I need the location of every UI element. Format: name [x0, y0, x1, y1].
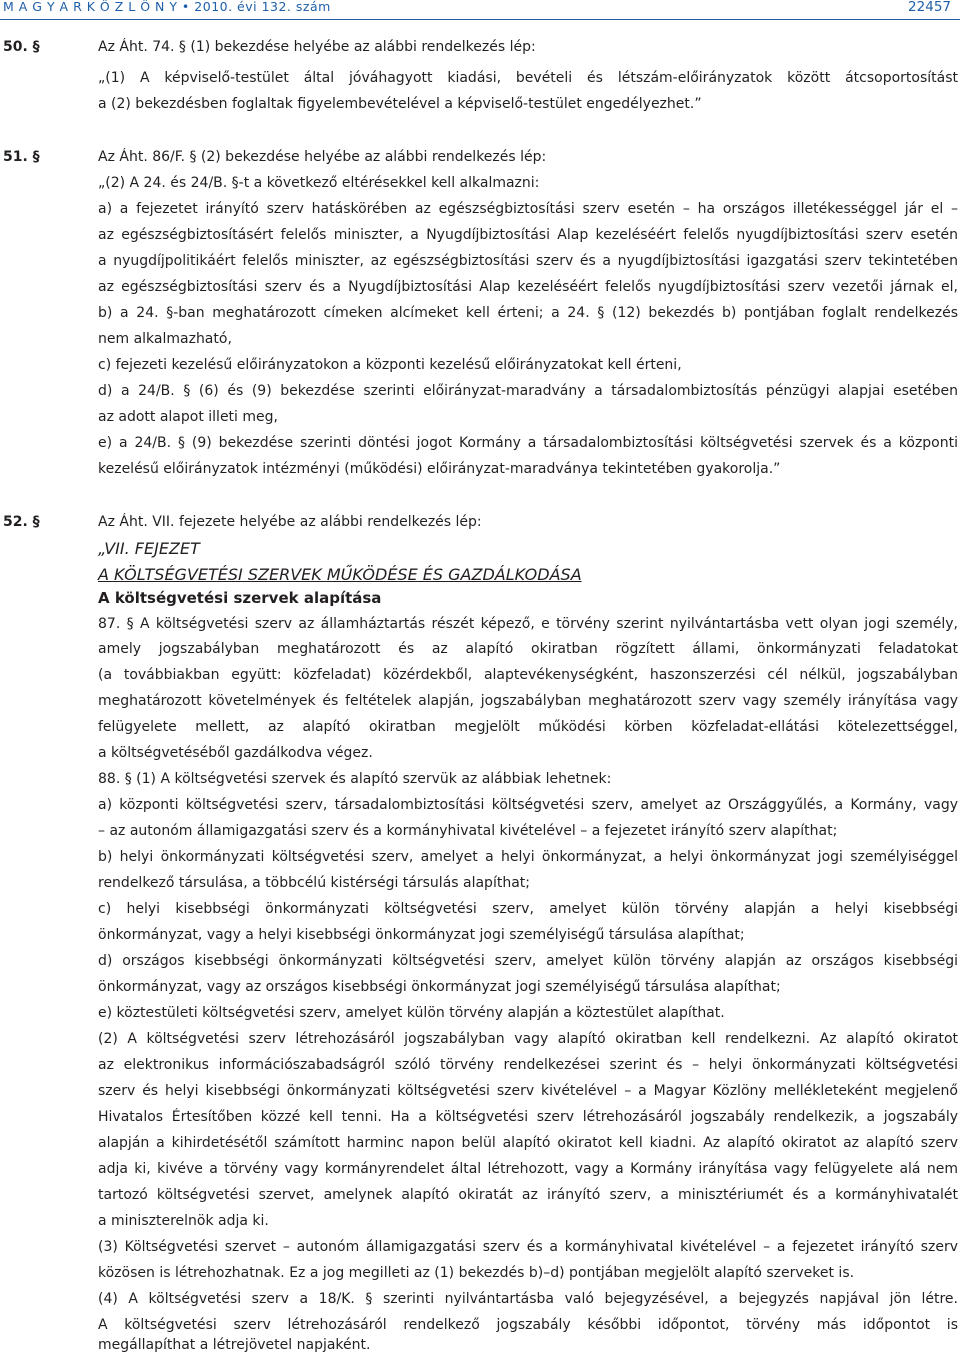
section-51-line-1: Az Áht. 86/F. § (2) bekezdése helyébe az alábbi rendelkezés lép:	[98, 149, 547, 165]
section-50-line-3: a (2) bekezdésben foglaltak figyelembevételével a képviselő-testület engedélyezhet.”	[98, 96, 702, 112]
section-51-line-12: e) a 24/B. § (9) bekezdése szerinti döntési jogot Kormány a társadalombiztosítási költségvetési szervek és a központi	[98, 435, 958, 451]
section-52-intro: Az Áht. VII. fejezete helyébe az alábbi rendelkezés lép:	[98, 514, 482, 530]
section-52-line-28: A költségvetési szerv létrehozásáról rendelkező jogszabály későbbi időpontot, törvény más időpontot is	[98, 1317, 958, 1333]
section-52-line-18: az elektronikus információszabadságról szóló törvény rendelkezései szerint és – helyi önkormányzati költségvetési	[98, 1057, 958, 1073]
section-52-line-14: d) országos kisebbségi önkormányzati költségvetési szerv, amelyet külön törvény alapján az országos kisebbségi	[98, 953, 958, 969]
page-number: 22457	[908, 0, 951, 15]
section-52-line-10: b) helyi önkormányzati költségvetési szerv, amelyet a helyi önkormányzat, a helyi önkormányzat jogi személyiséggel	[98, 849, 958, 865]
page-header	[0, 0, 960, 18]
section-number-52: 52. §	[3, 514, 40, 530]
section-51-line-6: az egészségbiztosítási szerv és a Nyugdíjbiztosítási Alap kezeléséért felelős nyugdíjbiztosítási szerv vezetői járnak el,	[98, 279, 958, 295]
section-52-line-23: tartozó költségvetési szervet, amelynek alapító okiratát az irányító szerv, a minisztériumét és a kormányhivatalét	[98, 1187, 958, 1203]
section-52-line-1: 87. § A költségvetési szerv az államháztartás részét képező, e törvény szerint nyilvántartásba vett olyan jogi személy,	[98, 616, 958, 632]
section-52-line-24: a miniszterelnök adja ki.	[98, 1213, 269, 1229]
chapter-heading: „VII. FEJEZET	[98, 539, 200, 558]
section-50-line-2: „(1) A képviselő-testület által jóváhagyott kiadási, bevételi és létszám-előirányzatok között átcsoportosítást	[98, 70, 958, 86]
section-52-line-27: (4) A költségvetési szerv a 18/K. § szerinti nyilvántartásba való bejegyzésével, a bejegyzés napjával jön létre.	[98, 1291, 958, 1307]
section-52-line-13: önkormányzat, vagy a helyi kisebbségi önkormányzat jogi személyiségű társulása alapíthat;	[98, 927, 745, 943]
section-52-line-15: önkormányzat, vagy az országos kisebbségi önkormányzat jogi személyiségű társulása alapíthat;	[98, 979, 781, 995]
section-51-line-11: az adott alapot illeti meg,	[98, 409, 278, 425]
section-52-line-4: meghatározott követelmények és feltételek alapján, jogszabályban meghatározott szerv vagy személy irányítása vagy	[98, 693, 958, 709]
section-51-line-9: c) fejezeti kezelésű előirányzatokon a központi kezelésű előirányzatokat kell érteni,	[98, 357, 682, 373]
section-52-line-12: c) helyi kisebbségi önkormányzati költségvetési szerv, amelyet külön törvény alapján a helyi kisebbségi	[98, 901, 958, 917]
section-52-line-29: megállapíthat a létrejövetel napjaként.	[98, 1337, 371, 1353]
section-52-line-8: a) központi költségvetési szerv, társadalombiztosítási költségvetési szerv, amelyet az Országgyűlés, a Kormány, vagy	[98, 797, 958, 813]
section-52-line-11: rendelkező társulása, a többcélú kistérségi társulás alapíthat;	[98, 875, 530, 891]
chapter-title: A KÖLTSÉGVETÉSI SZERVEK MŰKÖDÉSE ÉS GAZDÁLKODÁSA	[98, 565, 582, 584]
section-51-line-5: a nyugdíjpolitikáért felelős miniszter, az egészségbiztosítási szerv és a nyugdíjbiztosítási igazgatási szerv tekintetében	[98, 253, 958, 269]
journal-title: M A G Y A R K Ö Z L Ö N Y • 2010. évi 132. szám	[3, 0, 331, 14]
section-51-line-7: b) a 24. §-ban meghatározott címeken alcímeket kell érteni; a 24. § (12) bekezdés b) pontjában foglalt rendelkezés	[98, 305, 958, 321]
section-52-line-25: (3) Költségvetési szervet – autonóm államigazgatási szerv és a kormányhivatal kivételével – a fejezetet irányító szerv	[98, 1239, 958, 1255]
section-52-line-16: e) köztestületi költségvetési szerv, amelyet külön törvény alapján a köztestület alapíthat.	[98, 1005, 725, 1021]
section-52-line-19: szerv és helyi kisebbségi önkormányzati költségvetési szerv kivételével – a Magyar Közlöny mellékleteként megjelenő	[98, 1083, 958, 1099]
section-52-line-6: a költségvetéséből gazdálkodva végez.	[98, 745, 373, 761]
section-51-line-4: az egészségbiztosításért felelős miniszter, a Nyugdíjbiztosítási Alap kezeléséért felelős nyugdíjbiztosítási szerv esetén	[98, 227, 958, 243]
section-52-line-22: adja ki, kivéve a törvény vagy kormányrendelet által létrehozott, vagy a Kormány irányítása vagy felügyelete alá nem	[98, 1161, 958, 1177]
section-52-line-9: – az autonóm államigazgatási szerv és a kormányhivatal kivételével – a fejezetet irányító szerv alapíthat;	[98, 823, 838, 839]
section-52-line-7: 88. § (1) A költségvetési szervek és alapító szervük az alábbiak lehetnek:	[98, 771, 612, 787]
section-51-line-10: d) a 24/B. § (6) és (9) bekezdése szerinti előirányzat-maradvány a társadalombiztosítás pénzügyi alapjai esetében	[98, 383, 958, 399]
section-51-line-13: kezelésű előirányzatok intézményi (működési) előirányzat-maradványa tekintetében gyakorolja.”	[98, 461, 781, 477]
section-52-line-20: Hivatalos Értesítőben közzé kell tenni. Ha a költségvetési szerv létrehozásáról jogszabály rendelkezik, a jogszabály	[98, 1109, 958, 1125]
section-52-line-17: (2) A költségvetési szerv létrehozásáról jogszabályban vagy alapító okiratban kell rendelkezni. Az alapító okiratot	[98, 1031, 958, 1047]
section-52-line-26: közösen is létrehozhatnak. Ez a jog megilleti az (1) bekezdés b)–d) pontjában megjelölt alapító szerveket is.	[98, 1265, 855, 1281]
section-52-line-5: felügyelete mellett, az alapító okiratban megjelölt működési körben közfeladat-ellátási kötelezettséggel,	[98, 719, 958, 735]
section-51-line-8: nem alkalmazható,	[98, 331, 232, 347]
subsection-title: A költségvetési szervek alapítása	[98, 589, 382, 607]
section-50-line-1: Az Áht. 74. § (1) bekezdése helyébe az alábbi rendelkezés lép:	[98, 39, 536, 55]
section-number-50: 50. §	[3, 39, 40, 55]
section-52-line-3: (a továbbiakban együtt: közfeladat) közérdekből, alaptevékenységként, haszonszerzési cél nélkül, jogszabályban	[98, 667, 958, 683]
section-51-line-3: a) a fejezetet irányító szerv hatáskörében az egészségbiztosítási szerv esetén – ha országos illetékességgel jár el –	[98, 201, 958, 217]
header-rule	[0, 19, 960, 20]
section-51-line-2: „(2) A 24. és 24/B. §-t a következő eltérésekkel kell alkalmazni:	[98, 175, 540, 191]
section-52-line-21: alapján a kihirdetésétől számított harminc napon belül alapító okiratot kell kiadni. Az alapító okiratot az alapító szerv	[98, 1135, 958, 1151]
section-number-51: 51. §	[3, 149, 40, 165]
section-52-line-2: amely jogszabályban meghatározott és az alapító okiratban rögzített állami, önkormányzati feladatokat	[98, 641, 958, 657]
